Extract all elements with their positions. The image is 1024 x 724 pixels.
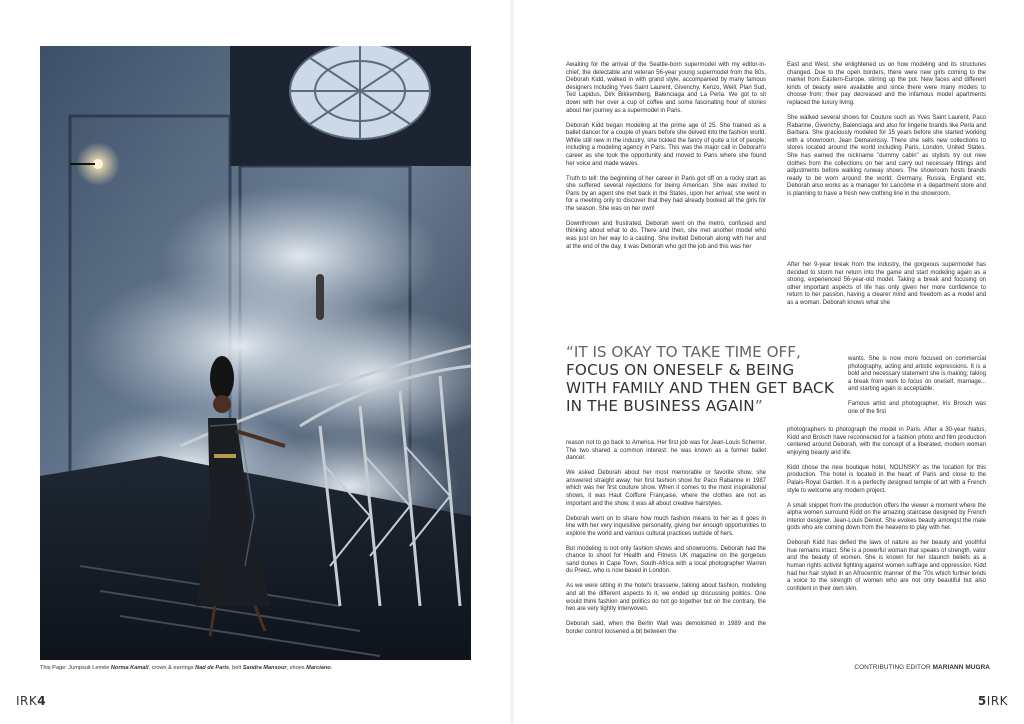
caption-text: , crown & earrings xyxy=(148,665,196,671)
folio-right xyxy=(978,694,1008,708)
caption-text: , shoes xyxy=(286,665,307,671)
caption-text: . xyxy=(330,665,333,671)
article-column-2-part-2 xyxy=(787,262,986,315)
paragraph: Kidd chose the new boutique hotel, NOLINSKY as the location for this production. The hotel is located in the heart of Paris and close to the Palais-Royal Garden. It is a perfectly designed temple of art with a French style to welcome any modern project. xyxy=(787,464,986,494)
paragraph: Deborah said, when the Berlin Wall was demolished in 1989 and the border control loosened a bit between the xyxy=(566,621,766,635)
paragraph: After her 9-year break from the industry, the gorgeous supermodel has decided to storm her return into the game and start modeling again as a strong, experienced 56-year-old model. Taking a break and focusing on other important aspects of life has only given her more confidence to return to her passion, having a clearer mind and freedom as a model and as a woman. Deborah knows what she xyxy=(787,262,986,306)
article-column-2-wrap xyxy=(848,356,986,424)
paragraph: wants. She is now more focused on commercial photography, acting and artistic expressions. It is a bold and necessary statement she is making; taking a break from work to focus on oneself, marriage... and starting again is acceptable. xyxy=(848,356,986,393)
paragraph: Deborah Kidd began modeling at the prime age of 25. She trained as a ballet dancer for a couple of years before she delved into the fashion world. While still new in the industry, she tickled the fancy of quite a lot of people; including a modeling agency in Paris. This was the major call in Deborah's career as she took the opportunity and moved to Paris where she found her voice and made waves. xyxy=(566,122,766,167)
article-column-2-part-3 xyxy=(787,427,986,601)
paragraph: Deborah went on to share how much fashion means to her as it goes in line with her very inquisitive personality, giving her enough opportunities to explore the world and various cultural practices outside of hers. xyxy=(566,515,766,537)
pull-quote-body: FOCUS ON ONESELF & BEING WITH FAMILY AND THEN GET BACK IN THE BUSINESS AGAIN xyxy=(566,361,835,415)
feature-photo xyxy=(40,46,471,660)
caption-designer: Nad de Paris xyxy=(195,665,230,671)
paragraph: Famous artist and photographer, Iris Brosch was one of the first xyxy=(848,401,986,415)
pull-quote xyxy=(566,343,838,415)
page-gutter xyxy=(509,0,515,724)
caption-designer: Marciano xyxy=(306,665,331,671)
pull-quote-close: ” xyxy=(754,397,763,415)
paragraph: photographers to photograph the model in Paris. After a 30-year hiatus, Kidd and Brosch have reconnected for a fashion photo and film production centered around Deborah, with the concept of a liberated, modern woman enjoying beauty and life. xyxy=(787,427,986,456)
contributor-credit xyxy=(820,664,990,671)
article-column-2 xyxy=(787,62,986,206)
article-column-1-continued xyxy=(566,440,766,644)
photo-caption xyxy=(40,664,480,672)
staircase-photo-illustration xyxy=(40,46,471,660)
paragraph: A small snippet from the production offers the viewer a moment where the alpha women surround Kidd on the amazing staircase designed by French interior designer, Jean-Louis Deniot. She evokes beauty amongst the male gods who are coming down from the heavens to play with her. xyxy=(787,502,986,532)
folio-left xyxy=(16,694,46,708)
caption-designer: Norma Kamali xyxy=(110,665,149,671)
brand-mark: IRK xyxy=(986,694,1008,708)
paragraph: We asked Deborah about her most memorable or favorite show, she answered straight away: her first fashion show for Paco Rabanne in 1987 which was her first couture show. When it comes to the most inspirational shows, it was Haut Coiffure Française, where the clothes are not as important and the show, it was all about creative hairstyles. xyxy=(566,470,766,507)
caption-text: , belt xyxy=(229,665,243,671)
page-number: 4 xyxy=(37,694,47,708)
article-column-1 xyxy=(566,62,766,259)
paragraph: East and West, she enlightened us on how modeling and its structures changed. Due to the open borders, there were new girls coming to the market from Eastern-Europe, stirring up the pot. New faces and different kinds of beauty were available and since there were many models to choose from; their pay decreased and the infamous model apartments replaced the luxury living. xyxy=(787,62,986,106)
paragraph: As we were sitting in the hotel's brasserie, talking about fashion, modeling and all the different aspects to it, we ended up discussing politics. One would think fashion and politics do not go together but on the contrary, the two are very tightly interwoven. xyxy=(566,583,766,613)
caption-designer: Sandra Mansour xyxy=(242,665,287,671)
paragraph: Downthrown and frustrated, Deborah went on the metro, confused and thinking about what to do. There and then, she met another model who was just on her way to a casting. She invited Deborah along with her and at the end of the day, it was Deborah who got the job and this was her xyxy=(566,220,766,250)
page-number: 5 xyxy=(977,694,987,708)
pull-quote-lead: “IT IS OKAY TO TAKE TIME OFF, xyxy=(566,343,801,361)
paragraph: Awaiting for the arrival of the Seattle-born supermodel with my editor-in-chief, the delectable and veteran 56-year young supermodel from the 80s, Deborah Kidd, walked in with grand style, accompanied by many famous designers including Yves Saint Laurent, Givenchy, Kenzo, Weill, Plan Sud, Ted Lapidus, Dirk Bikkemberg, Balenciaga and La Perla. We got to sit down with her over a cup of coffee and some fascinating hour of stories about her journey as a supermodel in Paris. xyxy=(566,62,766,114)
caption-text: This Page: Jumpsuit Lemée xyxy=(40,665,111,671)
paragraph: reason not to go back to America. Her first job was for Jean-Louis Scherrer. The two shared a common interest: he was known as a former ballet dancer. xyxy=(566,440,766,462)
paragraph: Deborah Kidd has defied the laws of nature as her beauty and youthful hue remains intact. She is a powerful woman that speaks of strength, valor and the beauty of women. She is known for her staunch beliefs as a human rights activist fighting against women suffrage and oppression. Kidd had her hair styled in an Afrocentric manner of the '70s which further lends a voice to the strength of women who are not only beautiful but also confident in their own skin. xyxy=(787,540,987,592)
brand-mark: IRK xyxy=(16,694,38,708)
paragraph: Truth to tell: the beginning of her career in Paris got off on a rocky start as she suffered several rejections for being American. She was invited to Paris by an agent she met back in the States, upon her arrival; she went in for a meeting only to discover that they had already booked all the girls for the season. She was on her own! xyxy=(566,175,766,212)
paragraph: She walked several shows for Couture such as Yves Saint Laurent, Paco Rabanne, Givenchy, Balenciaga and also for lingerie brands like Perla and Barbara. She graciously modeled for 15 years before she started working with a showroom, Jean Demavinssy. There she sells new collections to stores located around the world including Paris, London, United States. She has earned the nickname "dummy cabin" as stylists try out new clothes from the collections on her and carry out necessary fittings and adjustments before walking runway shows. The showroom hosts brands ready to be worn around the world; Germany, Russia, England etc. Deborah also works as a manager for Lancôme in a department store and is planning to have a fresh new clothing line in the showroom. xyxy=(787,114,986,197)
credit-name: MARIANN MUGRA xyxy=(932,664,990,671)
paragraph: But modeling is not only fashion shows and showrooms. Deborah had the chance to shoot for Health and Fitness UK magazine on the gorgeous sand dunes in Cape Town, South-Africa with a local photographer Warren du Preez, who is now based in London. xyxy=(566,545,766,575)
credit-label: CONTRIBUTING EDITOR xyxy=(854,664,933,671)
